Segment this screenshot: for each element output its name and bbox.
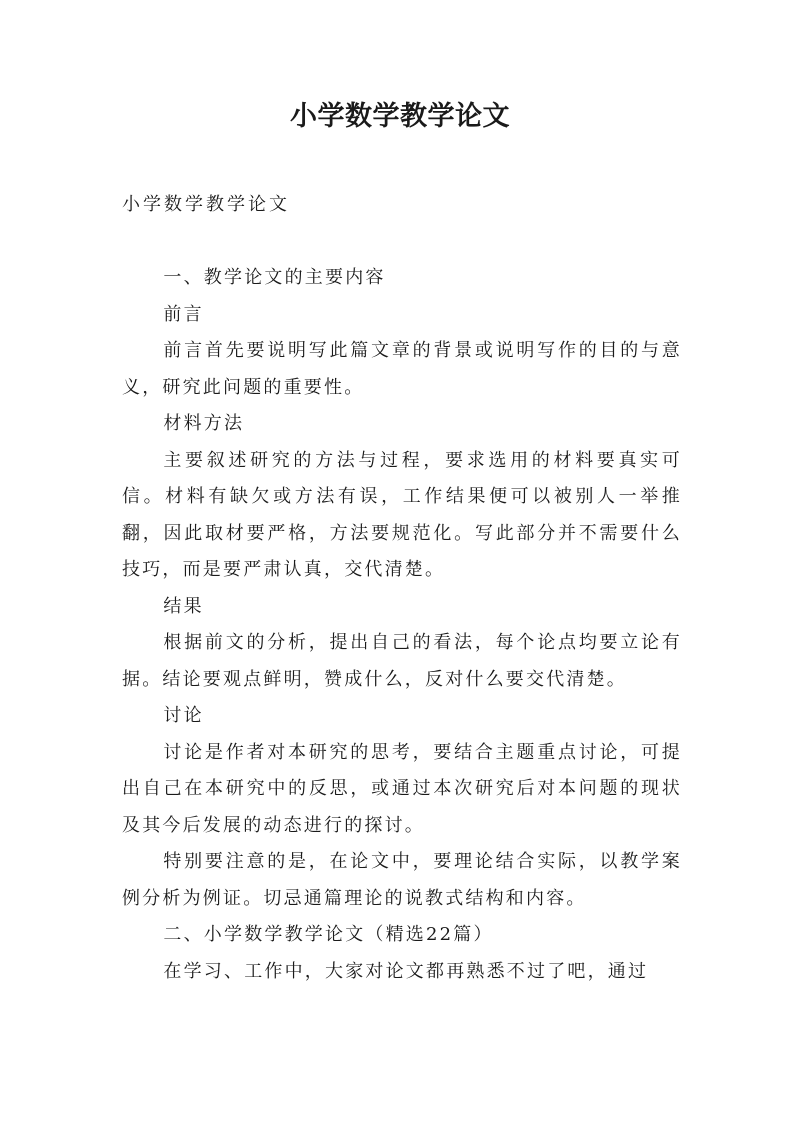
paragraph-discussion: 讨论是作者对本研究的思考，要结合主题重点讨论，可提出自己在本研究中的反思，或通过本次研究后对本问题的现状及其今后发展的动态进行的探讨。 bbox=[122, 741, 682, 836]
document-subtitle: 小学数学教学论文 bbox=[122, 194, 290, 215]
section-heading-materials-methods: 材料方法 bbox=[163, 413, 245, 434]
section-heading-preface: 前言 bbox=[163, 303, 204, 325]
document-title: 小学数学教学论文 bbox=[290, 101, 510, 132]
section-heading-discussion: 讨论 bbox=[163, 705, 204, 726]
section-heading-selected-papers: 二、小学数学教学论文（精选22篇） bbox=[163, 924, 494, 945]
section-heading-results: 结果 bbox=[163, 595, 204, 617]
paragraph-materials-methods: 主要叙述研究的方法与过程，要求选用的材料要真实可信。材料有缺欠或方法有误，工作结果便可以被别人一举推翻，因此取材要严格，方法要规范化。写此部分并不需要什么技巧，而是要严肃认真，交代清楚。 bbox=[122, 449, 682, 580]
section-heading-main-content: 一、教学论文的主要内容 bbox=[163, 267, 386, 288]
paragraph-special-note: 特别要注意的是，在论文中，要理论结合实际，以教学案例分析为例证。切忌通篇理论的说教式结构和内容。 bbox=[122, 851, 682, 909]
paragraph-preface: 前言首先要说明写此篇文章的背景或说明写作的目的与意义，研究此问题的重要性。 bbox=[122, 340, 682, 398]
paragraph-intro-selected: 在学习、工作中，大家对论文都再熟悉不过了吧，通过 bbox=[163, 960, 649, 982]
paragraph-results: 根据前文的分析，提出自己的看法，每个论点均要立论有据。结论要观点鲜明，赞成什么，反对什么要交代清楚。 bbox=[122, 632, 682, 690]
document-body bbox=[122, 260, 682, 990]
